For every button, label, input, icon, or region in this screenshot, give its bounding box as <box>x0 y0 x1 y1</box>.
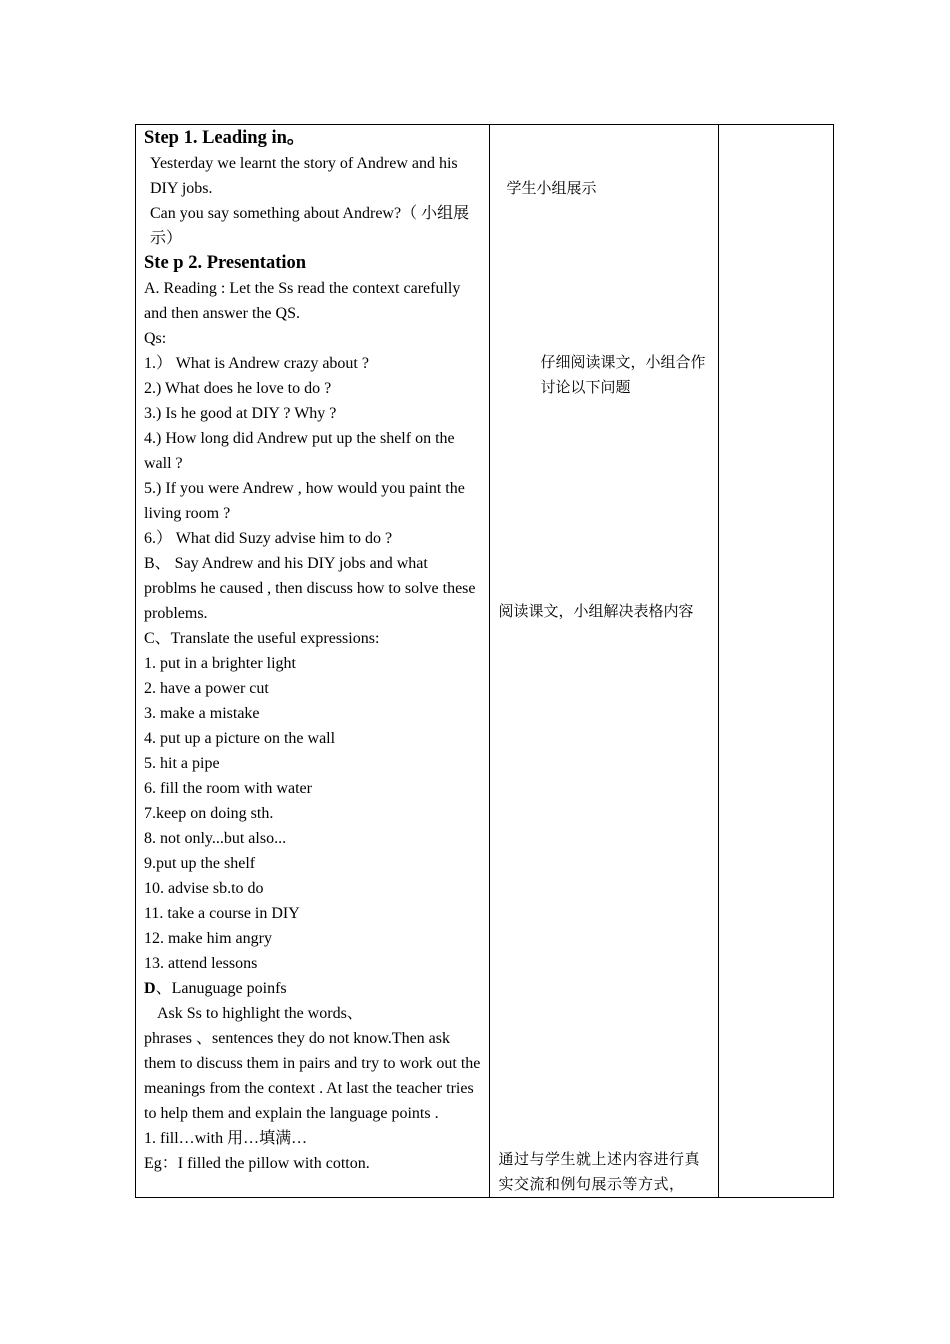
expression-item: 4. put up a picture on the wall <box>144 730 336 747</box>
student-activity-cell <box>489 125 718 1198</box>
section-b-text: B、 Say Andrew and his DIY jobs and what problms he caused , then discuss how to solve these problems. <box>144 555 476 622</box>
expression-item: 11. take a course in DIY <box>144 905 300 922</box>
question-item: 5.) If you were Andrew , how would you paint the living room ? <box>144 480 465 522</box>
example-sentence-1: Eg：I filled the pillow with cotton. <box>144 1155 370 1172</box>
step1-heading: Step 1. Leading in。 <box>144 128 306 148</box>
expression-item: 10. advise sb.to do <box>144 880 264 897</box>
question-item: 3.) Is he good at DIY ? Why ? <box>144 405 337 422</box>
section-d-paragraph: phrases 、sentences they do not know.Then ask them to discuss them in pairs and try to work out the meanings from the context . At last the teacher tries to help them and explain the language points . <box>144 1030 481 1122</box>
step2-heading: Ste p 2. Presentation <box>144 253 307 273</box>
section-d-title: 、Lanuguage poinfs <box>155 980 287 997</box>
step1-paragraph-1: Yesterday we learnt the story of Andrew and his DIY jobs. <box>150 155 458 197</box>
expression-item: 7.keep on doing sth. <box>144 805 274 822</box>
teaching-steps-cell <box>136 125 490 1198</box>
activity-note-3: 阅读课文，小组解决表格内容 <box>498 602 694 620</box>
expression-item: 1. put in a brighter light <box>144 655 296 672</box>
activity-note-1: 学生小组展示 <box>506 179 597 197</box>
expression-item: 2. have a power cut <box>144 680 269 697</box>
question-item: 4.) How long did Andrew put up the shelf on the wall ? <box>144 430 455 472</box>
section-c-heading: C、Translate the useful expressions: <box>144 630 380 647</box>
qs-label: Qs: <box>144 330 167 347</box>
activity-note-2: 仔细阅读课文，小组合作讨论以下问题 <box>540 353 706 396</box>
expression-item: 5. hit a pipe <box>144 755 220 772</box>
notes-cell <box>718 125 833 1198</box>
expression-item: 8. not only...but also... <box>144 830 287 847</box>
section-d-line-1: Ask Ss to highlight the words、 <box>157 1005 363 1022</box>
section-d-letter: D <box>144 980 156 997</box>
reading-instruction: A. Reading : Let the Ss read the context carefully and then answer the QS. <box>144 280 461 322</box>
table-row <box>136 125 834 1198</box>
expression-item: 9.put up the shelf <box>144 855 256 872</box>
expression-item: 6. fill the room with water <box>144 780 312 797</box>
question-item: 6.） What did Suzy advise him to do ? <box>144 530 393 547</box>
section-d-heading <box>144 976 481 1001</box>
language-point-1: 1. fill…with 用…填满… <box>144 1130 308 1147</box>
expression-item: 12. make him angry <box>144 930 272 947</box>
step1-paragraph-2: Can you say something about Andrew?（ 小组展示） <box>150 205 470 247</box>
activity-note-4: 通过与学生就上述内容进行真实交流和例句展示等方式， <box>498 1150 701 1193</box>
expression-item: 3. make a mistake <box>144 705 260 722</box>
question-item: 2.) What does he love to do ? <box>144 380 332 397</box>
expression-item: 13. attend lessons <box>144 955 258 972</box>
lesson-plan-table <box>135 124 834 1198</box>
question-item: 1.） What is Andrew crazy about ? <box>144 355 369 372</box>
